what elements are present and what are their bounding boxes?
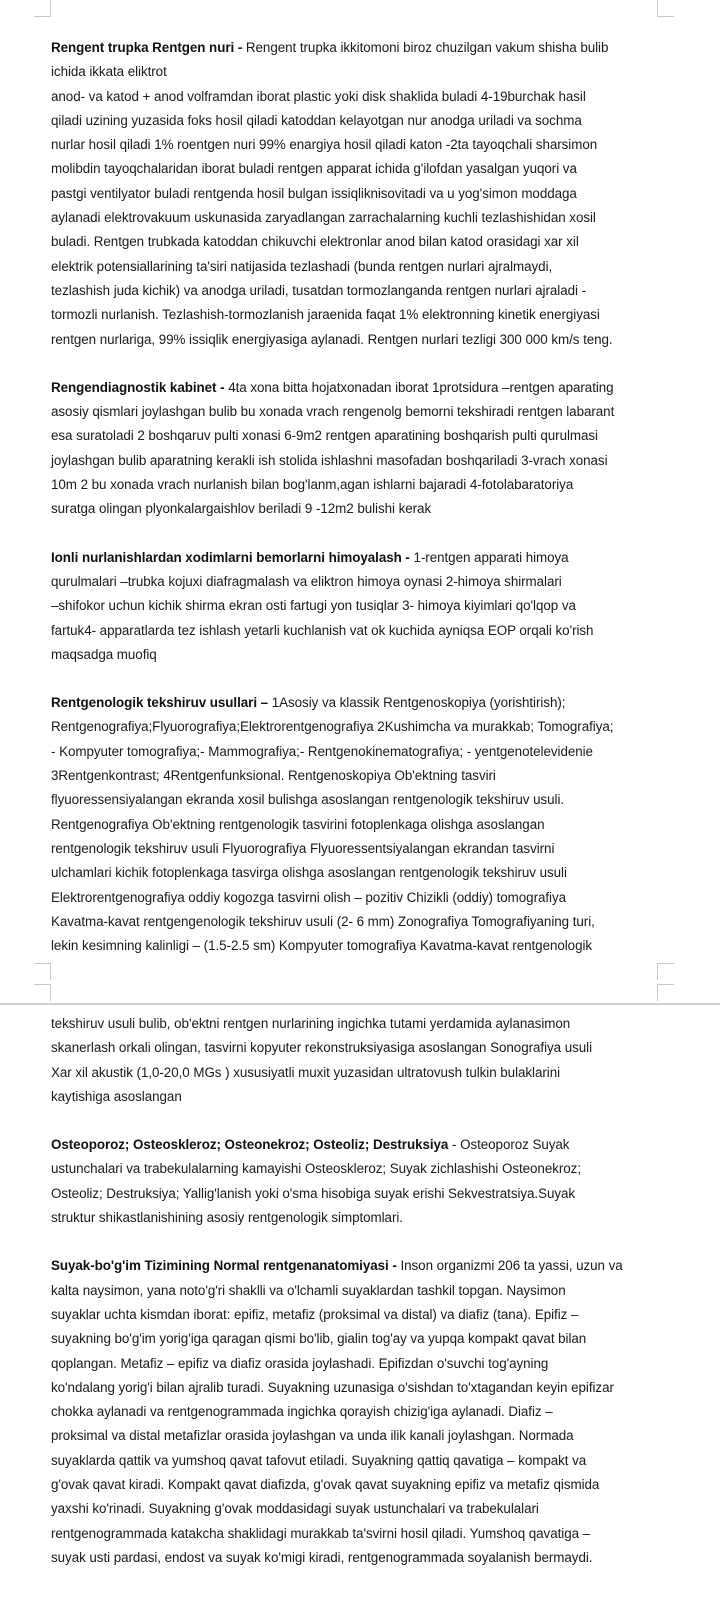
margin-corner-mark: [657, 963, 674, 980]
paragraph-term: Ionli nurlanishlardan xodimlarni bemorlarni himoyalash -: [51, 549, 414, 565]
paragraph-body: Rengent trupka ikkitomoni biroz chuzilgan vakum shisha bulib ichida ikkata eliktrot anod- va katod + anod volframdan iborat plastic yoki disk shaklida buladi 4-19burchak hasil qiladi uzining yuzasida foks hosil qiladi katoddan kelayotgan nur anodga uriladi va sochma nurlar hosil qiladi 1% roentgen nuri 99% enargiya hosil qiladi katon -2ta tayoqchali sharsimon molibdin tayoqchalaridan iborat buladi rentgen apparat ichida g'ilofdan yasalgan yuqori va pastgi ventilyator buladi rentgenda hosil bulgan issiqliknisovitadi va u yog'simon moddaga aylanadi elektrovakuum uskunasida zaryadlangan zarrachalarning kuchli tezlashishidan xosil buladi. Rentgen trubkada katoddan chikuvchi elektronlar anod bilan katod orasidagi xar xil elektrik potensiallarining ta'siri natijasida tezlashadi (bunda rentgen nurlari ajralmaydi, tezlashish juda kichik) va anodga uriladi, tusatdan tormozlanganda rentgen nurlari ajraladi - tormozli nurlanish. Tezlashish-tormozlanish jaraenida faqat 1% elektronning kinetik energiyasi rentgen nurlariga, 99% issiqlik energiyasiga aylanadi. Rentgen nurlari tezligi 300 000 km/s teng.: [51, 40, 613, 347]
paragraph-term: Rengent trupka Rentgen nuri -: [51, 40, 246, 55]
paragraph-term: Suyak-bo'g'im Tizimining Normal rentgenanatomiyasi -: [51, 1258, 401, 1274]
document-page-2: [0, 1012, 720, 1600]
paragraph-suyak-bogim: [51, 1254, 671, 1570]
paragraph-tekshiruv-continued: [51, 1012, 671, 1109]
margin-corner-mark: [657, 984, 674, 1001]
paragraph-body: tekshiruv usuli bulib, ob'ektni rentgen nurlarining ingichka tutami yerdamida aylanasimon skanerlash orkali olingan, tasvirni kopyuter rekonstruksiyasiga asoslangan Sonografiya usuli Xar xil akustik (1,0-20,0 MGs ) xususiyatli muxit yuzasidan ultratovush tulkin bulaklarini kaytishiga asoslangan: [51, 1016, 592, 1104]
margin-corner-mark: [34, 984, 51, 1001]
paragraph-term: Rentgenologik tekshiruv usullari –: [51, 695, 272, 711]
margin-corner-mark: [34, 963, 51, 980]
paragraph-rentgendiagnostik-kabinet: [51, 376, 671, 522]
paragraph-body: 1Asosiy va klassik Rentgenoskopiya (yorishtirish); Rentgenografiya;Flyuorografiya;Elektrorentgenografiya 2Kushimcha va murakkab; Tomografiya; - Kompyuter tomografiya;- Mammografiya;- Rentgenokinematografiya; - yentgenotelevidenie 3Rentgenkontrast; 4Rentgenfunksional. Rentgenoskopiya Ob'ektning tasviri flyuoressensiyalangan ekranda xosil bulishga asoslangan rentgenologik tekshiruv usuli. Rentgenografiya Ob'ektning rentgenologik tasvirini fotoplenkaga olishga asoslangan rentgenologik tekshiruv usuli Flyuorografiya Flyuoressentsiyalangan ekrandan tasvirni ulchamlari kichik fotoplenkaga tasvirga olishga asoslangan rentgenologik tekshiruv usuli Elektrorentgenografiya oddiy kogozga tasvirni olish – pozitiv Chizikli (oddiy) tomografiya Kavatma-kavat rentgengenologik tekshiruv usuli (2- 6 mm) Zonografiya Tomografiyaning turi, lekin kesimning kalinligi – (1.5-2.5 sm) Kompyuter tomografiya Kavatma-kavat rentgenologik: [51, 695, 614, 954]
paragraph-body: Inson organizmi 206 ta yassi, uzun va kalta naysimon, yana noto'g'ri shaklli va o'lchamli suyaklardan tashkil topgan. Naysimon suyaklar uchta kismdan iborat: epifiz, metafiz (proksimal va distal) va diafiz (tana). Epifiz – suyakning bo'g'im yorig'iga qaragan qismi bo'lib, gialin tog'ay va yupqa kompakt qavat bilan qoplangan. Metafiz – epifiz va diafiz orasida joylashadi. Epifizdan o'suvchi tog'ayning ko'ndalang yorig'i bilan ajralib turadi. Suyakning uzunasiga o'sishdan to'xtagandan keyin epifizar chokka aylanadi va rentgenogrammada ingichka qorayish chizig'iga aylanadi. Diafiz – proksimal va distal metafizlar orasida joylashgan va unda ilik kanali joylashgan. Normada suyaklarda qattik va yumshoq qavat tafovut etiladi. Suyakning qattiq qavatiga – kompakt va g'ovak qavat kiradi. Kompakt qavat diafizda, g'ovak qavat suyakning epifiz va metafiz qismida yaxshi ko'rinadi. Suyakning g'ovak moddasidagi suyak ustunchalari va trabekulalari rentgenogrammada katakcha shaklidagi murakkab ta'svirni hosil qiladi. Yumshoq qavatiga – suyak usti pardasi, endost va suyak ko'migi kiradi, rentgenogrammada soyalanish bermaydi.: [51, 1258, 623, 1565]
paragraph-term: Osteoporoz; Osteoskleroz; Osteonekroz; Osteoliz; Destruksiya: [51, 1137, 452, 1153]
paragraph-osteoporoz: [51, 1133, 671, 1230]
page-break-divider: [0, 1003, 720, 1005]
paragraph-tekshiruv-usullari: [51, 691, 671, 958]
paragraph-body: - Osteoporoz Suyak ustunchalari va trabekulalarning kamayishi Osteoskleroz; Suyak zichlashishi Osteonekroz; Osteoliz; Destruksiya; Yallig'lanish yoki o'sma hisobiga suyak erishi Sekvestratsiya.Suyak struktur shikastlanishining asosiy rentgenologik simptomlari.: [51, 1137, 581, 1226]
page-1-text: [51, 36, 671, 958]
page-2-text: [51, 1012, 671, 1570]
margin-corner-mark: [34, 0, 51, 17]
paragraph-body: 1-rentgen apparati himoya qurulmalari –trubka kojuxi diafragmalash va eliktron himoya oynasi 2-himoya shirmalari –shifokor uchun kichik shirma ekran osti fartugi yon tusiqlar 3- himoya kiyimlari qo'lqop va fartuk4- apparatlarda tez ishlash yetarli kuchlanish vat ok kuchida ayniqsa EOP orqali ko'rish maqsadga muofiq: [51, 549, 594, 662]
margin-corner-mark: [657, 0, 674, 17]
paragraph-term: Rengendiagnostik kabinet -: [51, 379, 229, 395]
paragraph-himoyalash: [51, 546, 671, 667]
paragraph-rentgen-trubka: [51, 36, 671, 352]
paragraph-body: 4ta xona bitta hojatxonadan iborat 1protsidura –rentgen aparating asosiy qismlari joylashgan bulib bu xonada vrach rengenolg bemorni tekshiradi rentgen labarant esa suratoladi 2 boshqaruv pulti xonasi 6-9m2 rentgen aparatining boshqarish pulti qurulmasi joylashgan bulib aparatning kerakli ish stolida ishlashni masofadan boshqariladi 3-vrach xonasi 10m 2 bu xonada vrach nurlanish bilan bog'lanm,agan ishlarni bajaradi 4-fotolabaratoriya suratga olingan plyonkalargaishlov beriladi 9 -12m2 bulishi kerak: [51, 379, 615, 517]
